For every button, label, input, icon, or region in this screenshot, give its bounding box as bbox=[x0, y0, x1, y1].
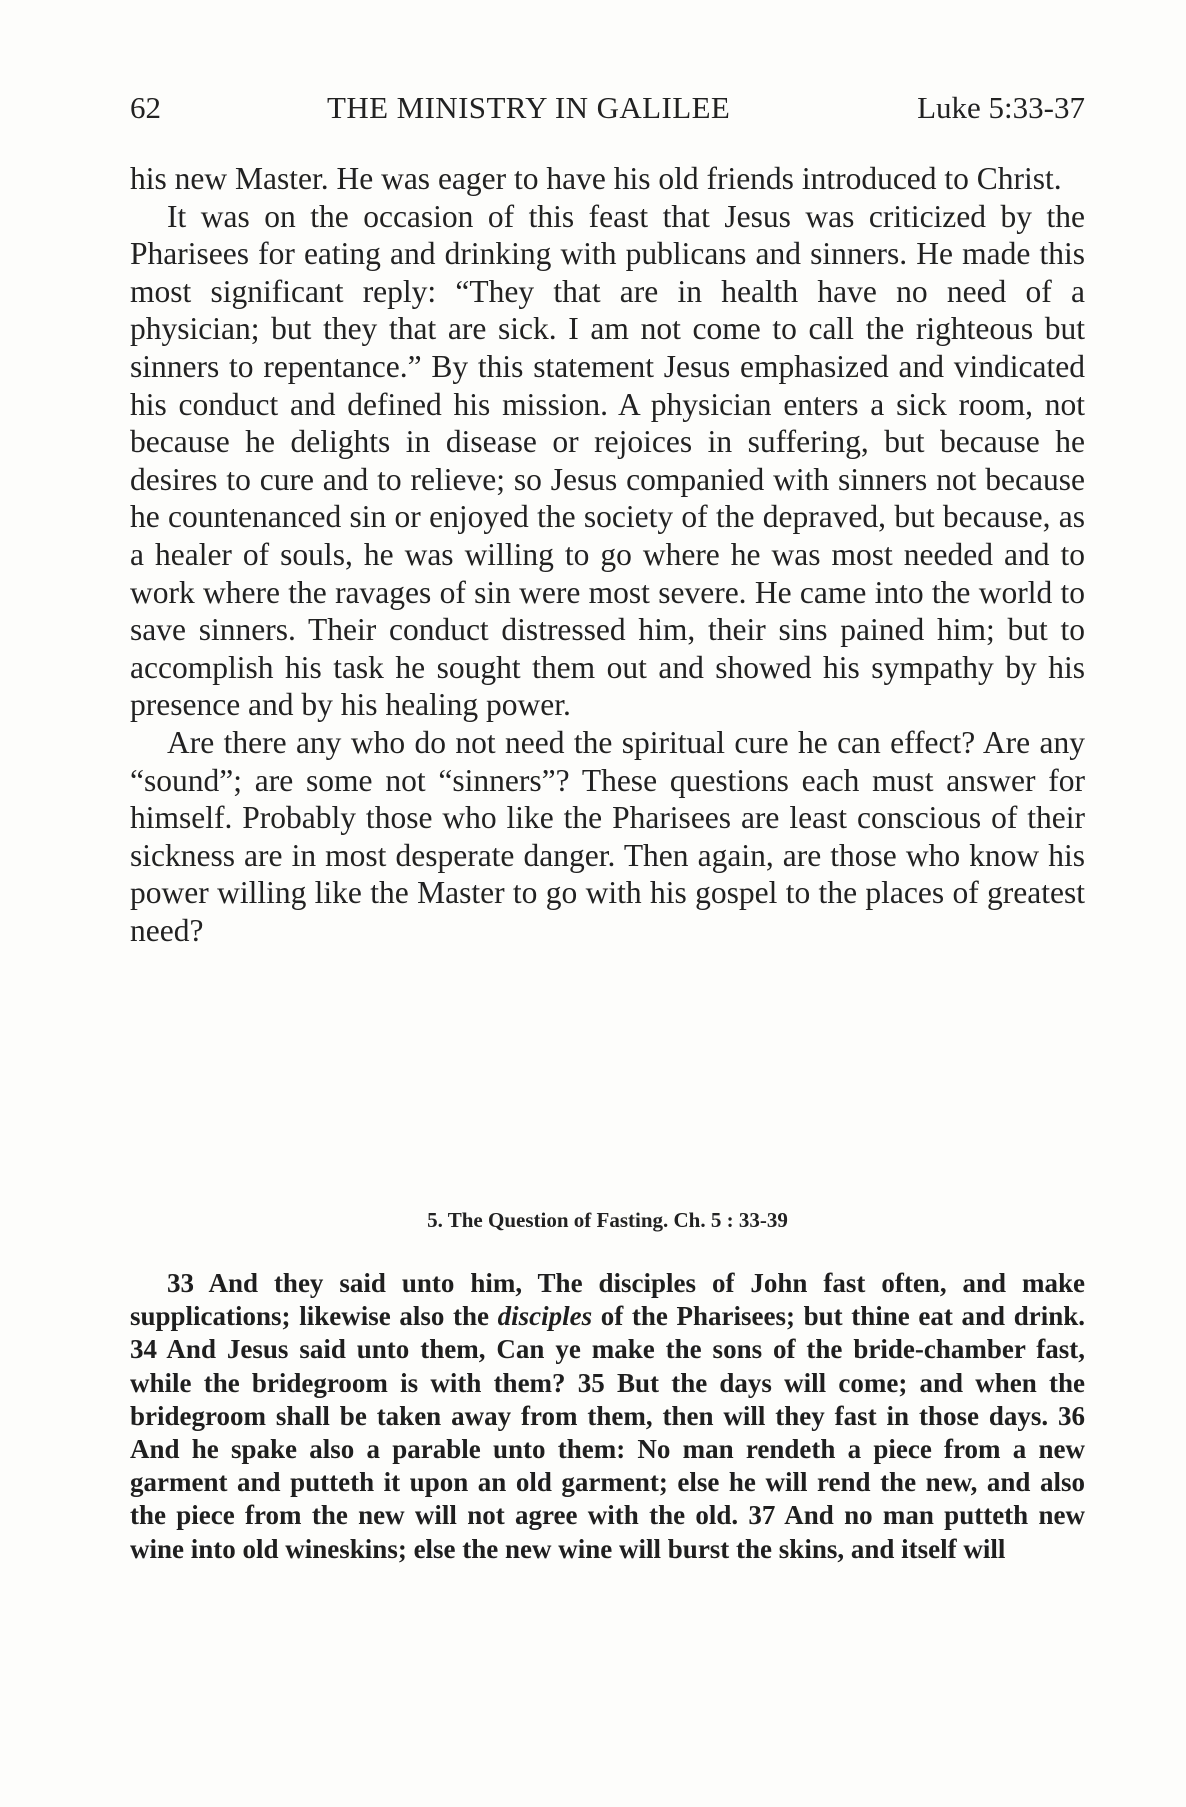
page-number: 62 bbox=[130, 90, 161, 125]
scripture-paragraph bbox=[130, 1267, 1085, 1566]
paragraph-continued: his new Master. He was eager to have his old friends introduced to Christ. bbox=[130, 161, 1062, 196]
paragraph-questions: Are there any who do not need the spiritual cure he can effect? Are any “sound”; are some not “sinners”? These questions each must answer for himself. Probably those who like the Pharisees are least conscious of their sickness are in most desperate danger. Then again, are those who know his power willing like the Master to go with his gospel to the places of greatest need? bbox=[130, 724, 1085, 948]
paragraph-feast: It was on the occasion of this feast that Jesus was criticized by the Pharisees for eating and drinking with publicans and sinners. He made this most significant reply: “They that are in health have no need of a physician; but they that are sick. I am not come to call the righteous but sinners to repentance.” By this statement Jesus emphasized and vindicated his conduct and defined his mission. A physician enters a sick room, not because he delights in disease or rejoices in suffering, but because he desires to cure and to relieve; so Jesus companied with sinners not because he countenanced sin or enjoyed the society of the depraved, but because, as a healer of souls, he was willing to go where he was most needed and to work where the ravages of sin were most severe. He came into the world to save sinners. Their conduct distressed him, their sins pained him; but to accomplish his task he sought them out and showed his sympathy by his presence and by his healing power. bbox=[130, 198, 1085, 723]
scripture-text-part-2: of the Pharisees; but thine eat and drink. 34 And Jesus said unto them, Can ye make the sons of the bride-chamber fast, while the bridegroom is with them? 35 But the days will come; and when the bridegroom shall be taken away from them, then will they fast in those days. 36 And he spake also a parable unto them: No man rendeth a piece from a new garment and putteth it upon an old garment; else he will rend the new, and also the piece from the new will not agree with the old. 37 And no man putteth new wine into old wineskins; else the new wine will burst the skins, and itself will bbox=[130, 1301, 1085, 1564]
scripture-reference: Luke 5:33-37 bbox=[917, 90, 1085, 125]
chapter-title: THE MINISTRY IN GALILEE bbox=[327, 90, 731, 125]
section-heading: 5. The Question of Fasting. Ch. 5 : 33-39 bbox=[427, 1208, 788, 1232]
commentary-text bbox=[130, 160, 1085, 949]
scripture-passage bbox=[130, 1267, 1085, 1566]
scripture-italic-word: disciples bbox=[497, 1301, 593, 1332]
scripture-text-part-1: 33 And they said unto him, The disciples of John fast often, and make supplications; likewise also the bbox=[130, 1268, 1085, 1332]
running-head bbox=[130, 88, 1085, 128]
